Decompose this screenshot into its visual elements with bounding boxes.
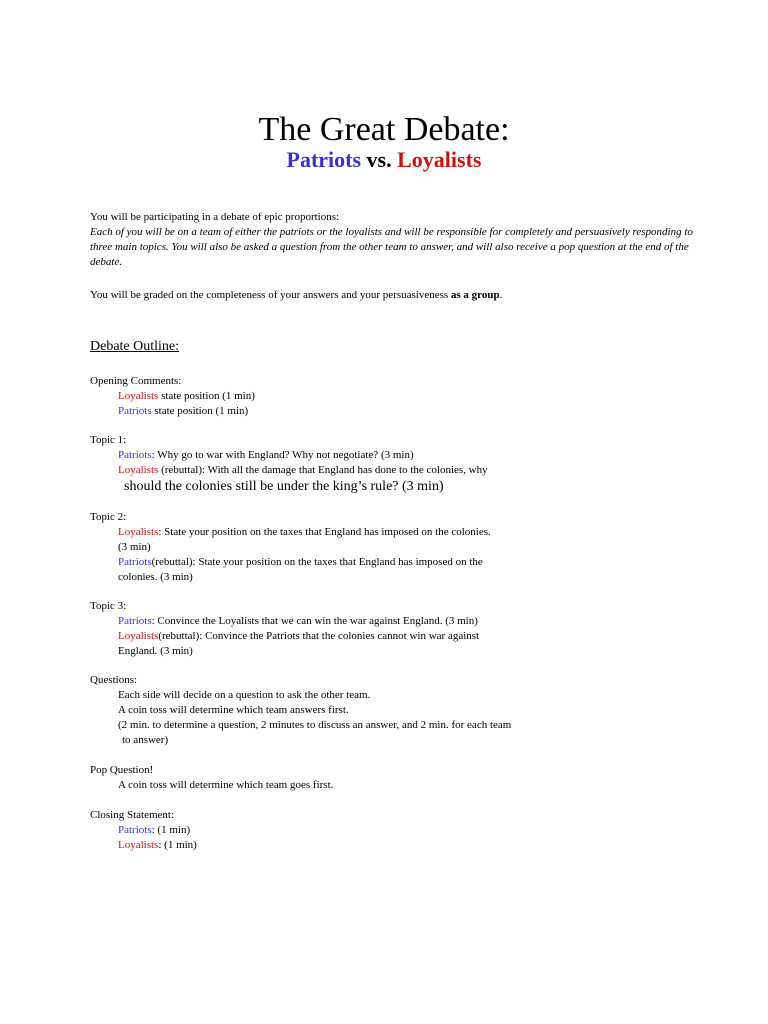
item-text: (rebuttal): State your position on the taxes that England has imposed on the	[151, 556, 483, 568]
team-patriots: Patriots	[118, 615, 152, 627]
section-label: Topic 3:	[90, 600, 127, 612]
team-patriots: Patriots	[118, 449, 152, 461]
team-patriots: Patriots	[118, 556, 152, 568]
section-item	[90, 629, 710, 644]
intro-line: You will be participating in a debate of epic proportions:	[90, 211, 340, 223]
outline-heading: Debate Outline:	[90, 339, 180, 354]
section-item	[90, 614, 710, 629]
section-item	[90, 448, 710, 463]
item-text: : Convince the Loyalists that we can win the war against England. (3 min)	[151, 615, 478, 627]
section-closing	[90, 808, 710, 853]
item-text: state position (1 min)	[151, 405, 249, 417]
item-continuation: should the colonies still be under the king’s rule? (3 min)	[124, 479, 444, 494]
subtitle-loyalists: Loyalists	[397, 147, 482, 172]
intro-paragraph	[90, 210, 710, 270]
section-label: Pop Question!	[90, 764, 154, 776]
item-text: : (1 min)	[151, 824, 191, 836]
item-text: (rebuttal): With all the damage that England has done to the colonies, why	[158, 464, 488, 476]
section-label: Closing Statement:	[90, 809, 175, 821]
item-text: : State your position on the taxes that England has imposed on the colonies.	[158, 526, 491, 538]
item-text: (rebuttal): Convince the Patriots that the colonies cannot win war against	[158, 630, 480, 642]
section-label: Topic 2:	[90, 511, 127, 523]
team-loyalists: Loyalists	[118, 839, 159, 851]
document-subtitle	[0, 145, 768, 175]
grading-text: You will be graded on the completeness of your answers and your persuasiveness	[90, 289, 451, 301]
section-topic-2	[90, 510, 710, 585]
section-pop-question	[90, 763, 710, 793]
section-questions	[90, 673, 710, 748]
section-item	[90, 823, 710, 838]
item-continuation: England. (3 min)	[118, 645, 193, 657]
item-text: : Why go to war with England? Why not negotiate? (3 min)	[151, 449, 414, 461]
team-loyalists: Loyalists	[118, 390, 159, 402]
section-opening	[90, 374, 710, 419]
section-item	[90, 555, 710, 570]
section-item: A coin toss will determine which team answers first.	[118, 704, 349, 716]
section-item	[90, 838, 710, 853]
team-loyalists: Loyalists	[118, 464, 159, 476]
item-continuation: to answer)	[122, 734, 169, 746]
subtitle-vs: vs.	[361, 147, 398, 172]
section-item	[90, 389, 710, 404]
section-label: Questions:	[90, 674, 138, 686]
section-item: A coin toss will determine which team goes first.	[118, 779, 334, 791]
section-label: Topic 1:	[90, 434, 127, 446]
document-title: The Great Debate:	[258, 111, 510, 148]
section-item	[90, 404, 710, 419]
item-continuation: (3 min)	[118, 541, 151, 553]
section-topic-3	[90, 599, 710, 659]
team-patriots: Patriots	[118, 824, 152, 836]
team-loyalists: Loyalists	[118, 630, 159, 642]
section-label: Opening Comments:	[90, 375, 182, 387]
grading-bold: as a group	[450, 289, 500, 301]
grading-paragraph	[90, 288, 710, 303]
section-item	[90, 463, 710, 478]
section-item: Each side will decide on a question to ask the other team.	[118, 689, 371, 701]
intro-instructions: Each of you will be on a team of either the patriots or the loyalists and will be responsible for completely and persuasively responding to three main topics. You will also be asked a question from the other team to answer, and will also receive a pop question at the end of the debate.	[90, 226, 693, 268]
section-item	[90, 525, 710, 540]
subtitle-patriots: Patriots	[286, 147, 362, 172]
item-continuation: colonies. (3 min)	[118, 571, 193, 583]
section-topic-1	[90, 433, 710, 496]
team-loyalists: Loyalists	[118, 526, 159, 538]
item-text: : (1 min)	[158, 839, 197, 851]
team-patriots: Patriots	[118, 405, 152, 417]
grading-end: .	[499, 289, 503, 301]
section-item: (2 min. to determine a question, 2 minutes to discuss an answer, and 2 min. for each team	[118, 719, 512, 731]
item-text: state position (1 min)	[158, 390, 255, 402]
